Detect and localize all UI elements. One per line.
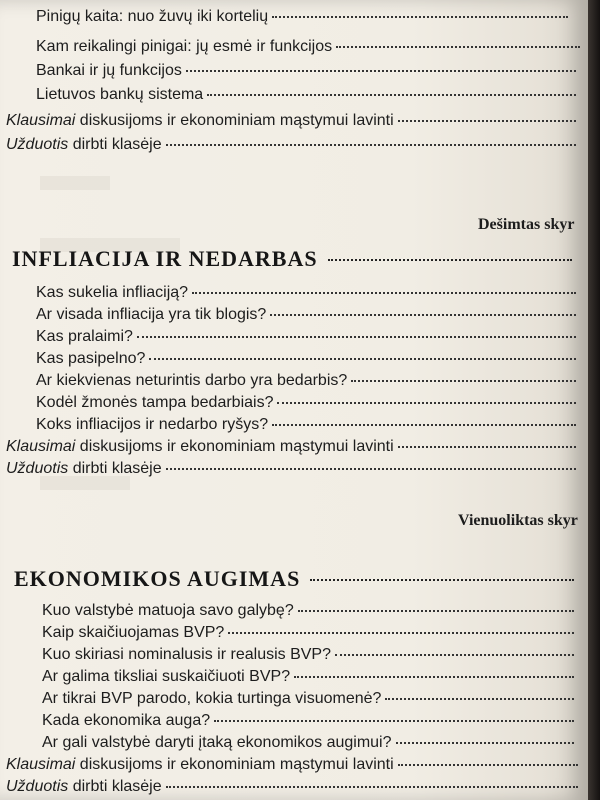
chapter-title-text: EKONOMIKOS AUGIMAS (14, 566, 301, 591)
toc-entry-text: Ar visada infliacija yra tik blogis? (36, 306, 267, 323)
questions-text: Klausimai diskusijoms ir ekonominiam mąstymui lavinti (6, 438, 394, 455)
task-text: Užduotis dirbti klasėje (6, 460, 162, 477)
toc-entry-text: Kada ekonomika auga? (42, 712, 211, 729)
dot-leader (398, 763, 578, 766)
dot-leader (207, 93, 576, 96)
dot-leader (336, 45, 580, 48)
toc-entry[interactable] (36, 416, 576, 434)
show-through-shadow (40, 476, 130, 490)
dot-leader (277, 401, 576, 404)
toc-entry[interactable] (42, 624, 574, 642)
chapter-title[interactable] (14, 566, 574, 592)
toc-entry-text: Ar gali valstybė daryti įtaką ekonomikos augimui? (42, 734, 392, 751)
dot-leader (214, 719, 574, 722)
toc-entry-text: Kodėl žmonės tampa bedarbiais? (36, 394, 274, 411)
toc-entry[interactable] (42, 602, 574, 620)
dot-leader (228, 631, 574, 634)
toc-entry-text: Kas pralaimi? (36, 328, 133, 345)
toc-entry-text: Pinigų kaita: nuo žuvų iki kortelių (36, 8, 269, 25)
toc-entry[interactable] (42, 712, 574, 730)
task-entry[interactable] (6, 136, 576, 154)
dot-leader (385, 697, 574, 700)
chapter-label: Vienuoliktas skyr (458, 512, 578, 529)
toc-entry[interactable] (36, 62, 576, 80)
dot-leader (270, 313, 576, 316)
toc-entry[interactable] (36, 306, 576, 324)
dot-leader (398, 445, 576, 448)
dot-leader (335, 653, 574, 656)
dot-leader (310, 578, 574, 581)
questions-text: Klausimai diskusijoms ir ekonominiam mąstymui lavinti (6, 112, 394, 129)
toc-entry-text: Koks infliacijos ir nedarbo ryšys? (36, 416, 269, 433)
task-entry[interactable] (6, 460, 576, 478)
show-through-shadow (40, 176, 110, 190)
dot-leader (192, 291, 576, 294)
dot-leader (166, 785, 578, 788)
dot-leader (398, 119, 576, 122)
toc-entry-text: Kaip skaičiuojamas BVP? (42, 624, 225, 641)
toc-entry-text: Kuo valstybė matuoja savo galybę? (42, 602, 294, 619)
dot-leader (272, 15, 568, 18)
toc-entry[interactable] (36, 350, 576, 368)
toc-entry-text: Kas pasipelno? (36, 350, 146, 367)
questions-entry[interactable] (6, 756, 578, 774)
dot-leader (351, 379, 576, 382)
toc-entry[interactable] (36, 284, 576, 302)
toc-entry[interactable] (36, 372, 576, 390)
toc-entry-text: Ar kiekvienas neturintis darbo yra bedarbis? (36, 372, 348, 389)
toc-entry[interactable] (36, 8, 568, 26)
toc-entry[interactable] (42, 690, 574, 708)
task-entry[interactable] (6, 778, 578, 796)
dot-leader (294, 675, 574, 678)
questions-entry[interactable] (6, 438, 576, 456)
toc-entry[interactable] (36, 394, 576, 412)
toc-entry-text: Ar tikrai BVP parodo, kokia turtinga visuomenė? (42, 690, 382, 707)
toc-entry-text: Lietuvos bankų sistema (36, 86, 204, 103)
toc-entry-text: Kuo skiriasi nominalusis ir realusis BVP? (42, 646, 331, 663)
dot-leader (272, 423, 576, 426)
chapter-title[interactable] (12, 246, 572, 272)
toc-entry[interactable] (36, 38, 580, 56)
dot-leader (137, 335, 576, 338)
questions-entry[interactable] (6, 112, 576, 130)
dot-leader (396, 741, 575, 744)
toc-entry[interactable] (42, 646, 574, 664)
dot-leader (166, 467, 576, 470)
questions-text: Klausimai diskusijoms ir ekonominiam mąstymui lavinti (6, 756, 394, 773)
book-binding-shadow (588, 0, 600, 800)
toc-entry[interactable] (36, 86, 576, 104)
toc-entry-text: Kas sukelia infliaciją? (36, 284, 189, 301)
toc-entry-text: Kam reikalingi pinigai: jų esmė ir funkcijos (36, 38, 333, 55)
chapter-title-text: INFLIACIJA IR NEDARBAS (12, 246, 318, 271)
dot-leader (149, 357, 576, 360)
dot-leader (186, 69, 576, 72)
toc-entry[interactable] (42, 734, 574, 752)
toc-entry[interactable] (36, 328, 576, 346)
chapter-label: Dešimtas skyr (478, 216, 575, 233)
toc-entry[interactable] (42, 668, 574, 686)
dot-leader (166, 143, 576, 146)
task-text: Užduotis dirbti klasėje (6, 136, 162, 153)
toc-entry-text: Ar galima tiksliai suskaičiuoti BVP? (42, 668, 291, 685)
dot-leader (298, 609, 574, 612)
dot-leader (328, 258, 572, 261)
task-text: Užduotis dirbti klasėje (6, 778, 162, 795)
toc-entry-text: Bankai ir jų funkcijos (36, 62, 182, 79)
